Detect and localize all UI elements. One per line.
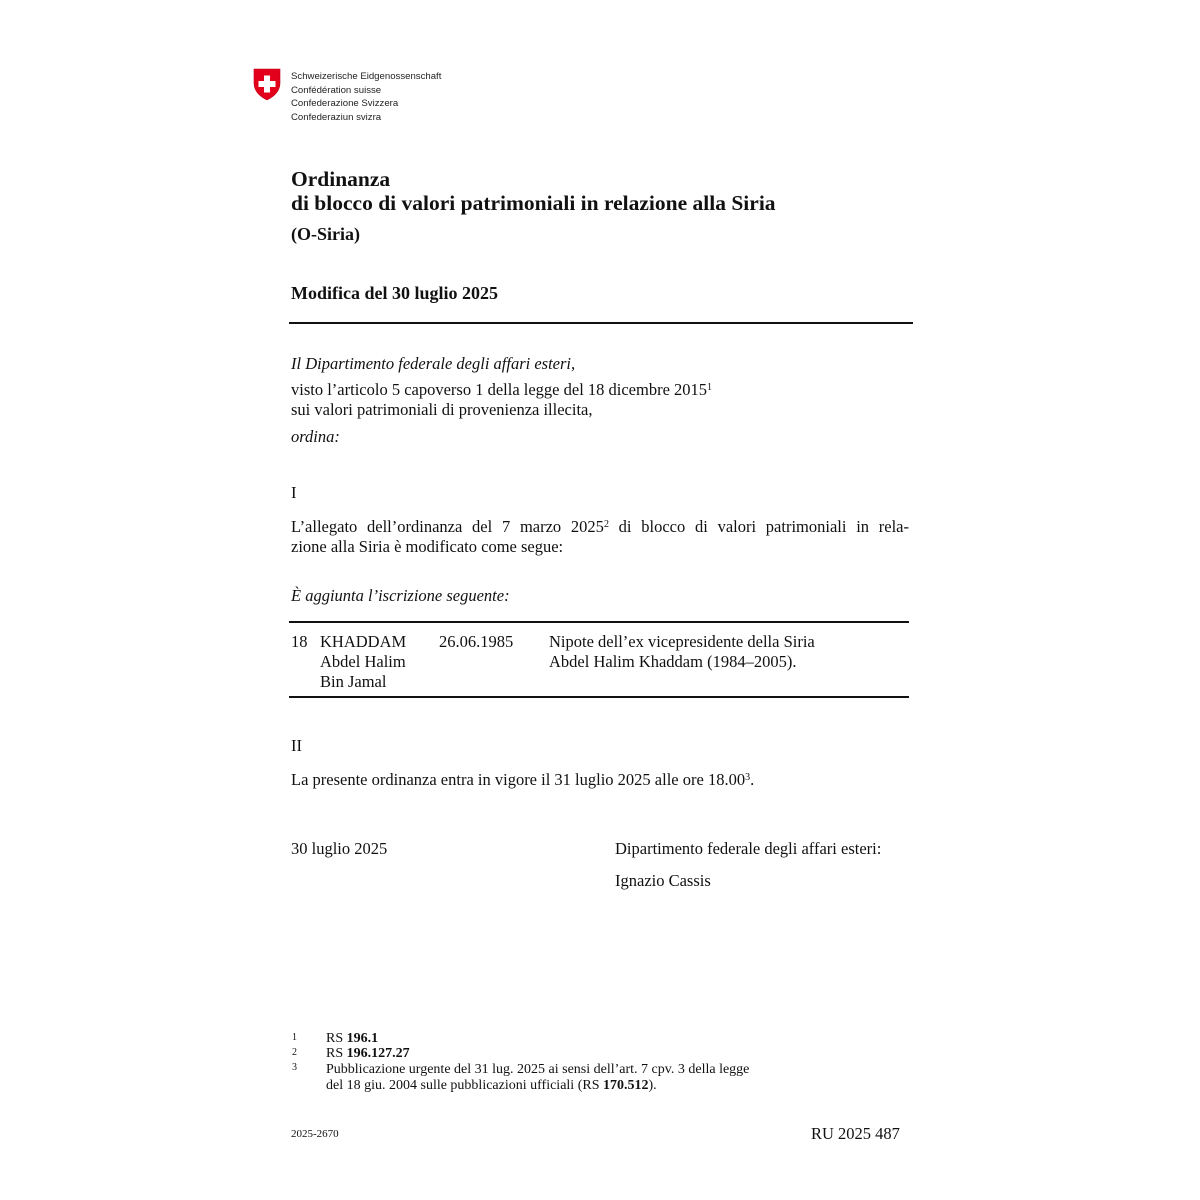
footnote-2-ref: 196.127.27	[346, 1046, 410, 1061]
section-1-text-part2: di blocco di valori patrimoniali in rela-	[608, 517, 909, 536]
preamble-visto-line1	[291, 380, 712, 400]
table-bottom-rule	[289, 696, 909, 698]
confederation-it: Confederazione Svizzera	[291, 98, 399, 109]
section-1-number: I	[291, 483, 297, 502]
section-2-text-end: .	[750, 770, 755, 789]
footnote-1-prefix: RS	[326, 1031, 347, 1046]
footnote-2-number: 2	[292, 1047, 297, 1058]
official-collection-ref: RU 2025 487	[811, 1124, 900, 1143]
footnote-ref-2[interactable]: 2	[603, 519, 609, 530]
entry-description	[549, 632, 815, 672]
preamble-authority: Il Dipartimento federale degli affari esteri,	[291, 354, 576, 373]
swiss-coat-of-arms-icon	[253, 68, 281, 101]
signature-date: 30 luglio 2025	[291, 839, 388, 858]
table-top-rule	[289, 621, 909, 623]
footnote-1-ref: 196.1	[346, 1031, 379, 1046]
entry-number: 18	[291, 632, 308, 651]
footnote-1-number: 1	[292, 1032, 297, 1043]
footnote-3-number: 3	[292, 1062, 297, 1073]
confederation-names	[291, 70, 441, 124]
preamble-ordina: ordina:	[291, 427, 340, 446]
entry-name	[320, 632, 406, 692]
footnote-ref-1[interactable]: 1	[707, 382, 713, 393]
footnote-1-text	[326, 1032, 378, 1047]
preamble-visto-line2: sui valori patrimoniali di provenienza illecita,	[291, 400, 593, 419]
entry-name-line: Bin Jamal	[320, 672, 387, 691]
footnote-2-prefix: RS	[326, 1046, 347, 1061]
footnote-3-ref: 170.512	[602, 1078, 649, 1093]
section-2-text	[291, 770, 754, 790]
section-1-text-line2: zione alla Siria è modificato come segue:	[291, 537, 564, 556]
section-2-number: II	[291, 736, 302, 755]
entry-description-line: Abdel Halim Khaddam (1984–2005).	[549, 652, 797, 671]
title-divider	[289, 322, 913, 324]
footnote-3-prefix: del 18 giu. 2004 sulle pubblicazioni ufficiali (RS	[326, 1078, 603, 1093]
footnote-3-suffix: ).	[648, 1078, 657, 1093]
entry-name-line: Abdel Halim	[320, 652, 406, 671]
footnote-3-line2	[326, 1079, 657, 1094]
entry-name-line: KHADDAM	[320, 632, 407, 651]
title-ordinance: Ordinanza	[291, 167, 391, 191]
entry-description-line: Nipote dell’ex vicepresidente della Siria	[549, 632, 815, 651]
confederation-rm: Confederaziun svizra	[291, 111, 382, 123]
footnote-2-text	[326, 1047, 410, 1062]
signature-department: Dipartimento federale degli affari esteri:	[615, 839, 882, 858]
signature-signer: Ignazio Cassis	[615, 871, 711, 890]
section-2-text-main: La presente ordinanza entra in vigore il 31 luglio 2025 alle ore 18.00	[291, 770, 746, 789]
added-entry-label: È aggiunta l’iscrizione seguente:	[291, 586, 510, 605]
confederation-de: Schweizerische Eidgenossenschaft	[291, 71, 442, 82]
title-subject: di blocco di valori patrimoniali in relazione alla Siria	[291, 191, 776, 215]
entry-date: 26.06.1985	[439, 632, 514, 651]
section-1-text-part1: L’allegato dell’ordinanza del 7 marzo 2025	[291, 517, 604, 536]
footnote-3-line1: Pubblicazione urgente del 31 lug. 2025 ai sensi dell’art. 7 cpv. 3 della legge	[326, 1062, 750, 1077]
confederation-fr: Confédération suisse	[291, 84, 382, 96]
footnote-ref-3[interactable]: 3	[745, 772, 751, 783]
visto-text: visto l’articolo 5 capoverso 1 della legge del 18 dicembre 2015	[291, 380, 708, 399]
modification-date: Modifica del 30 luglio 2025	[291, 283, 498, 303]
title-short: (O-Siria)	[291, 224, 360, 244]
section-1-text-line1	[291, 517, 909, 537]
document-number: 2025-2670	[291, 1128, 339, 1140]
